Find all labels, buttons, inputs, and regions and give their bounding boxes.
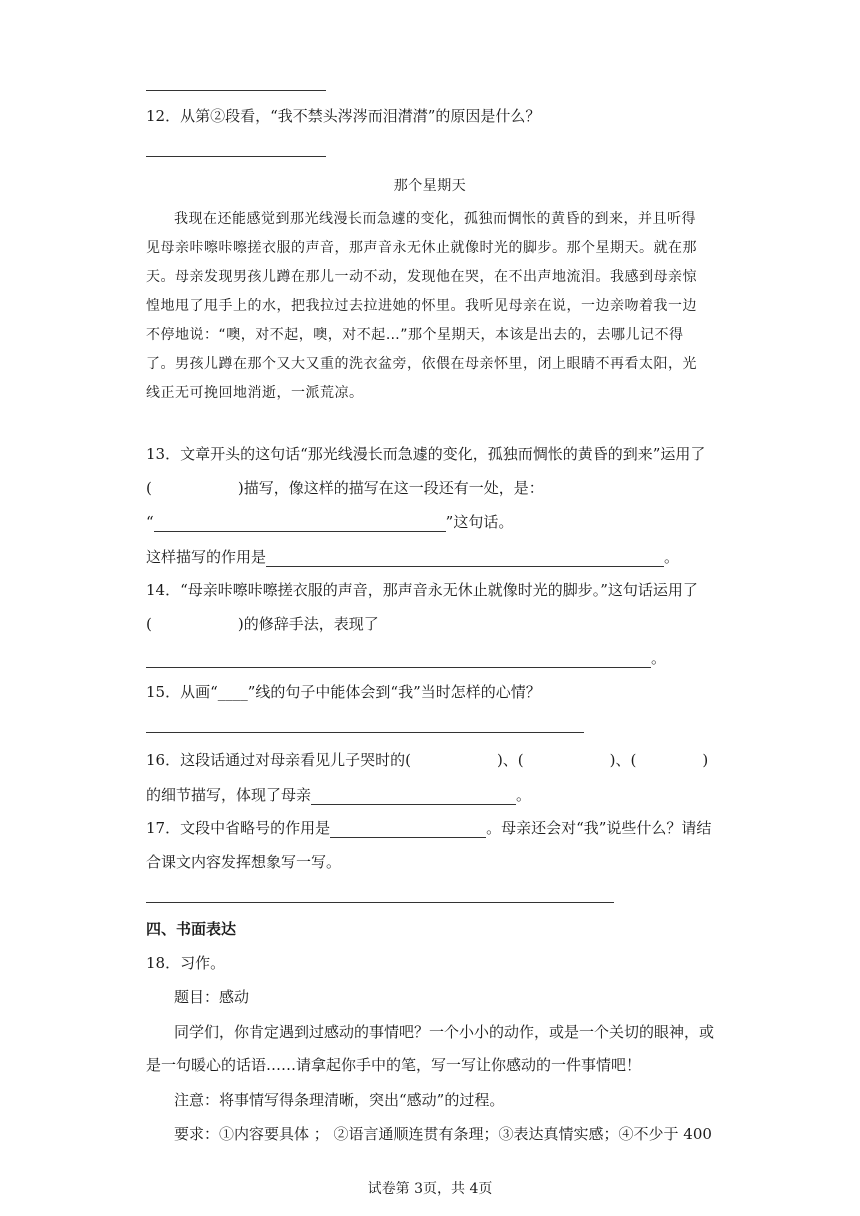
essay-prompt-line2: 是一句暖心的话语……请拿起你手中的笔，写一写让你感动的一件事情吧！ [146,1056,642,1074]
question-16-line1: 16．这段话通过对母亲看见儿子哭时的( )、( )、( ) [146,751,709,769]
blank[interactable] [330,821,486,838]
question-16-line2: 的细节描写，体现了母亲 。 [146,786,532,804]
question-17-line2: 合课文内容发挥想象写一写。 [146,853,342,871]
question-14-line1: 14．“母亲咔嚓咔嚓搓衣服的声音，那声音永无休止就像时光的脚步。”这句话运用了 [146,581,698,599]
passage-line: 见母亲咔嚓咔嚓搓衣服的声音，那声音永无休止就像时光的脚步。那个星期天。就在那 [146,240,697,256]
question-13-line2: ( )描写，像这样的描写在这一段还有一处，是： [146,479,544,497]
answer-line-17 [146,902,614,903]
essay-topic: 题目：感动 [174,988,250,1006]
essay-requirements: 要求：①内容要具体 ； ②语言通顺连贯有条理；③表达真情实感；④不少于 400 [174,1125,712,1143]
passage-line: 了。男孩儿蹲在那个又大又重的洗衣盆旁，依偎在母亲怀里，闭上眼睛不再看太阳，光 [146,356,697,372]
question-14-line2: ( )的修辞手法，表现了 [146,615,379,633]
question-12: 12．从第②段看，“我不禁头涔涔而泪潸潸”的原因是什么？ [146,107,541,125]
blank[interactable] [311,788,516,805]
answer-line-11 [146,90,326,91]
passage-line: 线正无可挽回地消逝，一派荒凉。 [146,385,364,401]
blank[interactable] [266,550,664,567]
passage-title: 那个星期天 [393,178,467,194]
answer-line-12 [146,156,326,157]
essay-note: 注意：将事情写得条理清晰，突出“感动”的过程。 [174,1091,505,1109]
passage-line: 天。母亲发现男孩儿蹲在那儿一动不动，发现他在哭，在不出声地流泪。我感到母亲惊 [146,269,697,285]
answer-line-15 [146,732,584,733]
passage-line: 我现在还能感觉到那光线漫长而急遽的变化，孤独而惆怅的黄昏的到来，并且听得 [174,211,696,227]
essay-prompt-line1: 同学们，你肯定遇到过感动的事情吧？一个小小的动作，或是一个关切的眼神，或 [174,1023,715,1041]
question-14-line3: 。 [146,648,714,668]
question-13-line1: 13．文章开头的这句话“那光线漫长而急遽的变化，孤独而惆怅的黄昏的到来”运用了 [146,445,706,463]
question-18: 18．习作。 [146,954,226,972]
section-heading: 四、书面表达 [146,920,237,938]
blank[interactable] [146,651,651,668]
passage-body [146,205,714,408]
passage-line: 不停地说：“噢，对不起，噢，对不起…”那个星期天，本该是出去的，去哪儿记不得 [146,327,684,343]
page-footer: 试卷第 3页，共 4页 [367,1181,493,1197]
question-17-line1: 17．文段中省略号的作用是 。母亲还会对“我”说些什么？请结 [146,819,712,837]
question-15: 15．从画“____”线的句子中能体会到“我”当时怎样的心情？ [146,683,541,701]
question-13-line4: 这样描写的作用是 。 [146,548,680,566]
passage-line: 惶地甩了甩手上的水，把我拉过去拉进她的怀里。我听见母亲在说，一边亲吻着我一边 [146,298,697,314]
blank[interactable] [154,515,446,532]
question-13-line3: “ ”这句话。 [146,513,514,531]
